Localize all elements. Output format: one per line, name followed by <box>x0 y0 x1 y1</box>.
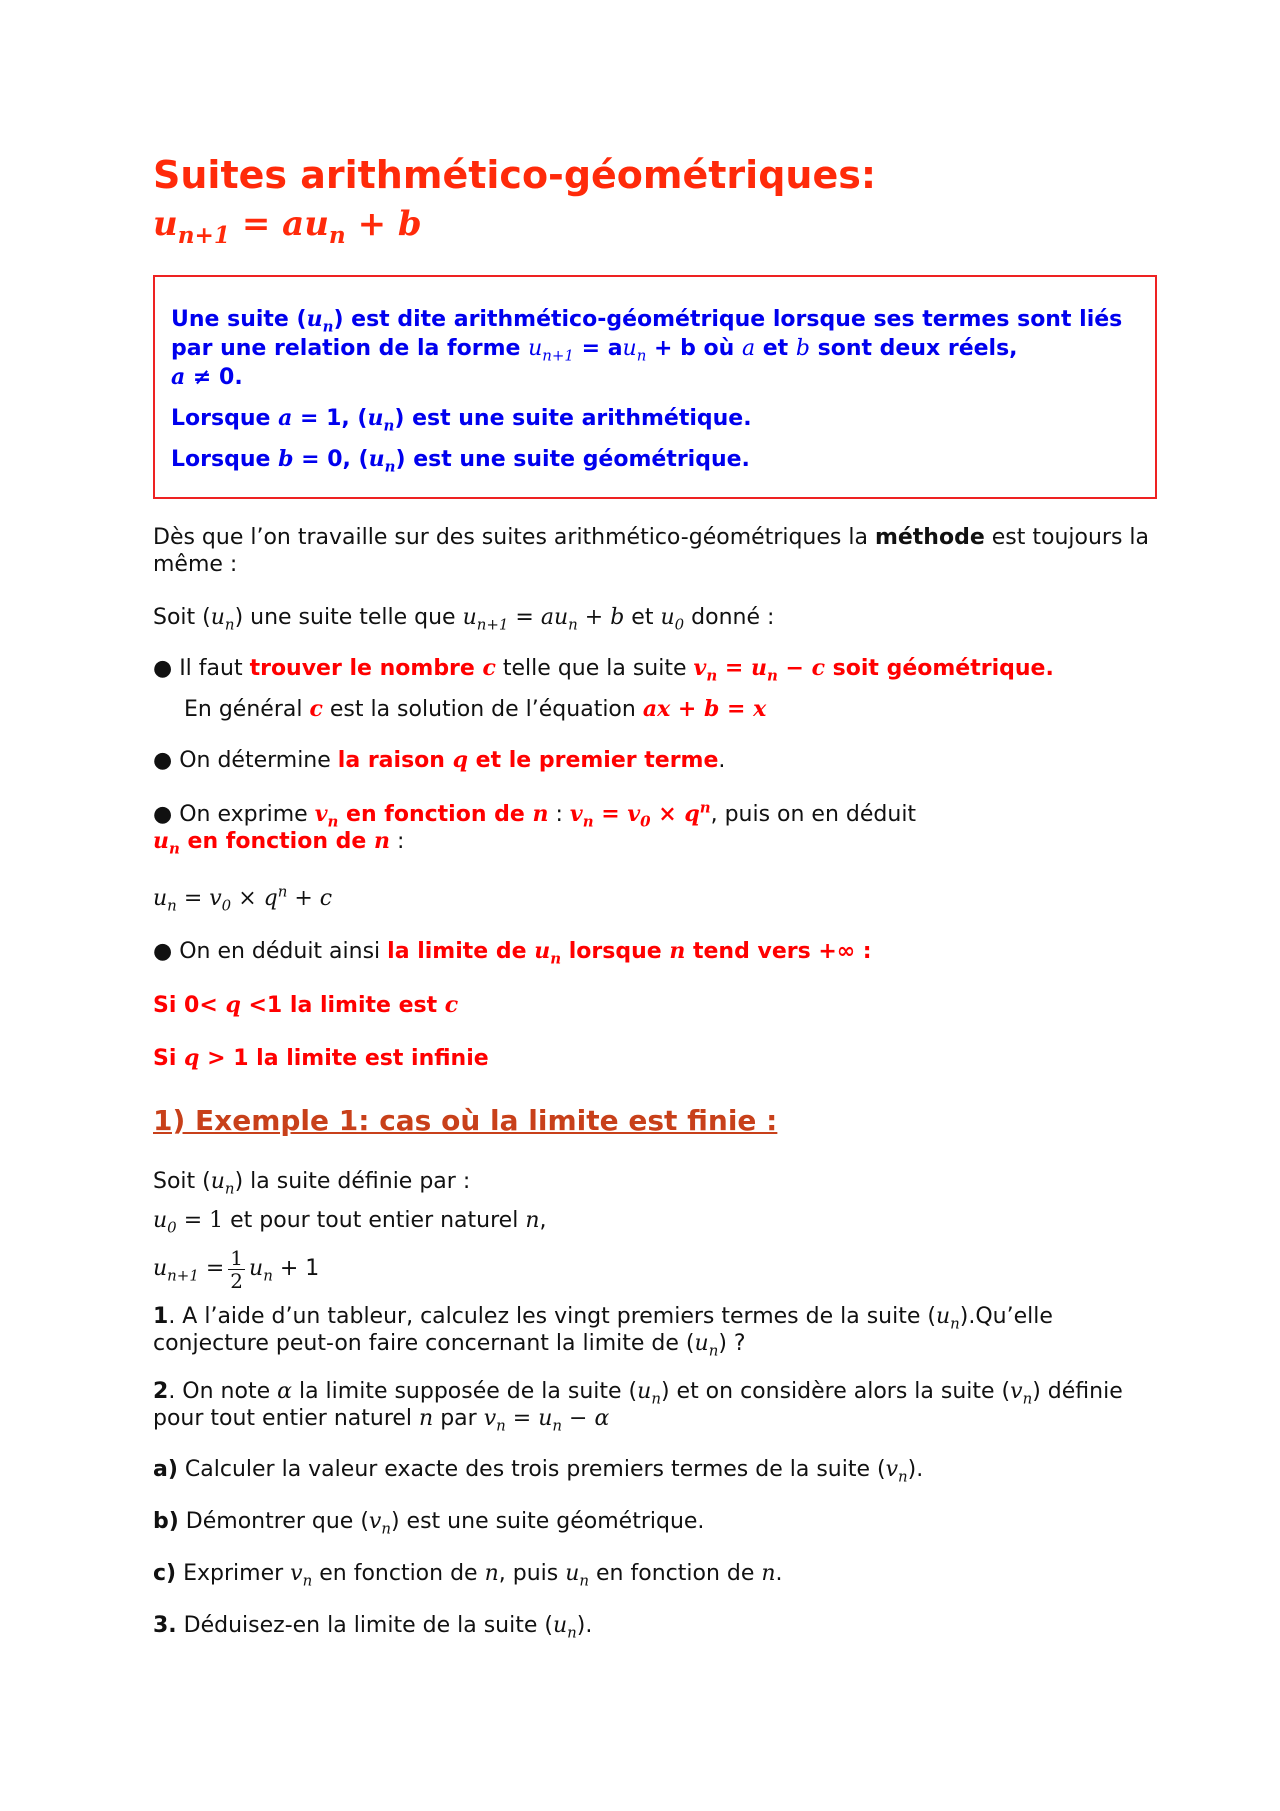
page-title: Suites arithmético-géométriques: <box>153 153 877 197</box>
soit-paragraph: Soit $(u_n)$ une suite telle que $u_{n+1} = au_n + b$ et $u_0$ donné : <box>153 605 775 634</box>
title-formula: $u_{n+1} = au_n + b$ <box>153 204 422 249</box>
definition-box <box>153 275 1157 499</box>
question-2a: a) Calculer la valeur exacte des trois premiers termes de la suite $(v_n)$. <box>153 1457 924 1486</box>
definition-text: Une suite $(u_n)$ est dite arithmético-géométrique lorsque ses termes sont liés par une relation de la forme $u_{n+1} = au_n + b$ où a et b sont deux réels, a ≠ 0. <box>171 306 1123 390</box>
un-formula: $u_n = v_0 \times q^n + c$ <box>153 882 333 915</box>
intro-paragraph: Dès que l’on travaille sur des suites arithmético-géométriques la méthode est toujours la même : <box>153 525 1149 577</box>
question-3: 3. Déduisez-en la limite de la suite $(u_n)$. <box>153 1613 593 1642</box>
step-4: ● On en déduit ainsi la limite de $u_n$ lorsque n tend vers +∞ : <box>153 938 872 968</box>
question-2b: b) Démontrer que $(v_n)$ est une suite géométrique. <box>153 1509 705 1538</box>
example-u0: $u_0 = 1$ et pour tout entier naturel n, <box>153 1208 547 1237</box>
example-recurrence: $u_{n+1}$ = $\frac{1}{2}$ $u_n + 1$ <box>153 1245 320 1293</box>
step-2: ● On détermine la raison q et le premier terme. <box>153 747 726 773</box>
example-intro: Soit $(u_n)$ la suite définie par : <box>153 1169 471 1198</box>
limit-case-1: Si 0< q <1 la limite est c <box>153 992 459 1018</box>
question-2: 2. On note α la limite supposée de la suite $(u_n)$ et on considère alors la suite $(v_n)$ définie pour tout entier naturel n par $v_n = u_n - \alpha$ <box>153 1379 1123 1435</box>
step-1: ● Il faut trouver le nombre c telle que la suite $v_n = u_n - c$ soit géométrique. <box>153 655 1054 685</box>
limit-case-2: Si q > 1 la limite est infinie <box>153 1045 489 1071</box>
question-1: 1. A l’aide d’un tableur, calculez les vingt premiers termes de la suite $(u_n).Qu’elle$ conjecture peut-on faire concernant la limite de $(u_n)$ ? <box>153 1304 1053 1360</box>
section-1-heading: 1) Exemple 1: cas où la limite est finie : <box>153 1104 778 1137</box>
definition-arithmetic: Lorsque a = 1, $(u_n)$ est une suite arithmétique. <box>171 405 752 435</box>
document-page <box>153 150 1163 1642</box>
fraction-one-half: $\frac{1}{2}$ <box>230 1245 244 1293</box>
definition-geometric: Lorsque b = 0, $(u_n)$ est une suite géométrique. <box>171 446 750 476</box>
question-2c: c) Exprimer $v_n$ en fonction de n, puis $u_n$ en fonction de n. <box>153 1561 783 1590</box>
step-1-sub: En général c est la solution de l’équation ax + b = x <box>184 696 767 722</box>
step-3: ● On exprime $v_n$ en fonction de n : $v_n = v_0 \times q^n$, puis on en déduit $u_n$ en fonction de n : <box>153 798 917 858</box>
